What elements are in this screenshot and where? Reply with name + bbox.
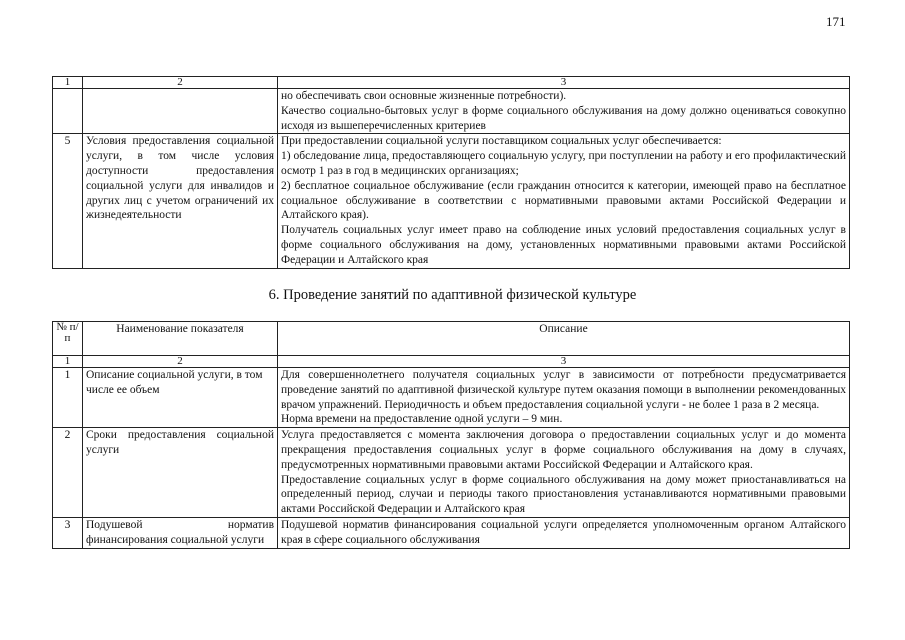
table-row — [53, 134, 850, 268]
column-number: 1 — [53, 356, 83, 368]
description-cell — [278, 368, 850, 428]
table-row — [53, 428, 850, 518]
description-paragraph: 1) обследование лица, предоставляющего социальную услугу, при поступлении на работу и его профилактический осмотр 1 раз в год в медицинских организациях; — [281, 150, 846, 177]
column-number-row — [53, 356, 850, 368]
description-cell — [278, 428, 850, 518]
section-title: 6. Проведение занятий по адаптивной физической культуре — [268, 287, 637, 303]
description-cell — [278, 134, 850, 268]
description-paragraph: Услуга предоставляется с момента заключения договора о предоставлении социальных услуг и до момента прекращения предоставления социальных услуг в форме социального обслуживания на дому в случаях, предусмотренных нормативными правовыми актами Российской Федерации и Алтайского края. — [281, 429, 846, 471]
criteria-table-continued — [52, 76, 850, 269]
adaptive-physical-culture-table — [52, 321, 850, 549]
description-paragraph: Получатель социальных услуг имеет право на соблюдение иных условий предоставления социальных услуг в форме социального обслуживания на дому, установленных нормативными правовыми актами Российской Федерации и Алтайского края — [281, 224, 846, 266]
page-number: 171 — [826, 14, 846, 29]
table-row — [53, 368, 850, 428]
row-number: 5 — [53, 134, 83, 268]
description-cell — [278, 517, 850, 548]
description-paragraph: Для совершеннолетнего получателя социальных услуг в зависимости от потребности предусматривается проведение занятий по адаптивной физической культуре путем оказания помощи в выполнении рекомендованных врачом упражнений. Периодичность и объем предоставления социальной услуги - не более 1 раза в 2 месяца. — [281, 369, 846, 411]
row-number: 2 — [53, 428, 83, 518]
description-cell — [278, 89, 850, 134]
table-row — [53, 517, 850, 548]
row-number — [53, 89, 83, 134]
column-number: 2 — [83, 356, 278, 368]
header-indicator-name: Наименование показателя — [83, 322, 278, 356]
description-paragraph: При предоставлении социальной услуги поставщиком социальных услуг обеспечивается: — [281, 135, 722, 148]
description-paragraph: Предоставление социальных услуг в форме социального обслуживания на дому может приостанавливаться на определенный период, случаи и периоды такого приостановления устанавливаются нормативными правовыми актами Российской Федерации и Алтайского края — [281, 473, 846, 516]
description-paragraph: но обеспечивать свои основные жизненные потребности). — [281, 90, 567, 102]
row-number: 3 — [53, 517, 83, 548]
description-paragraph: 2) бесплатное социальное обслуживание (если гражданин относится к категории, имеющей право на бесплатное социальное обслуживание в соответствии с нормативными правовыми актами Российской Федерации и Алтайского края). — [281, 179, 846, 222]
column-number-row — [53, 77, 850, 89]
header-number: № п/п — [53, 322, 83, 356]
description-paragraph: Качество социально-бытовых услуг в форме социального обслуживания на дому должно оцениваться совокупно исходя из вышеперечисленных критериев — [281, 104, 846, 132]
column-number: 3 — [278, 77, 850, 89]
header-description: Описание — [278, 322, 850, 356]
indicator-name: Сроки предоставления социальной услуги — [83, 428, 278, 518]
table-header-row — [53, 322, 850, 356]
column-number: 2 — [83, 77, 278, 89]
column-number: 3 — [278, 356, 850, 368]
description-paragraph: Норма времени на предоставление одной услуги – 9 мин. — [281, 413, 563, 426]
table-row — [53, 89, 850, 134]
indicator-name: Описание социальной услуги, в том числе ее объем — [83, 368, 278, 428]
indicator-name — [83, 89, 278, 134]
description-paragraph: Подушевой норматив финансирования социальной услуги определяется уполномоченным органом Алтайского края в сфере социального обслуживания — [281, 518, 846, 546]
indicator-name: Условия предоставления социальной услуги, в том числе условия доступности предоставления социальной услуги для инвалидов и других лиц с учетом ограничений их жизнедеятельности — [83, 134, 278, 268]
row-number: 1 — [53, 368, 83, 428]
column-number: 1 — [53, 77, 83, 89]
indicator-name: Подушевой норматив финансирования социальной услуги — [83, 517, 278, 548]
